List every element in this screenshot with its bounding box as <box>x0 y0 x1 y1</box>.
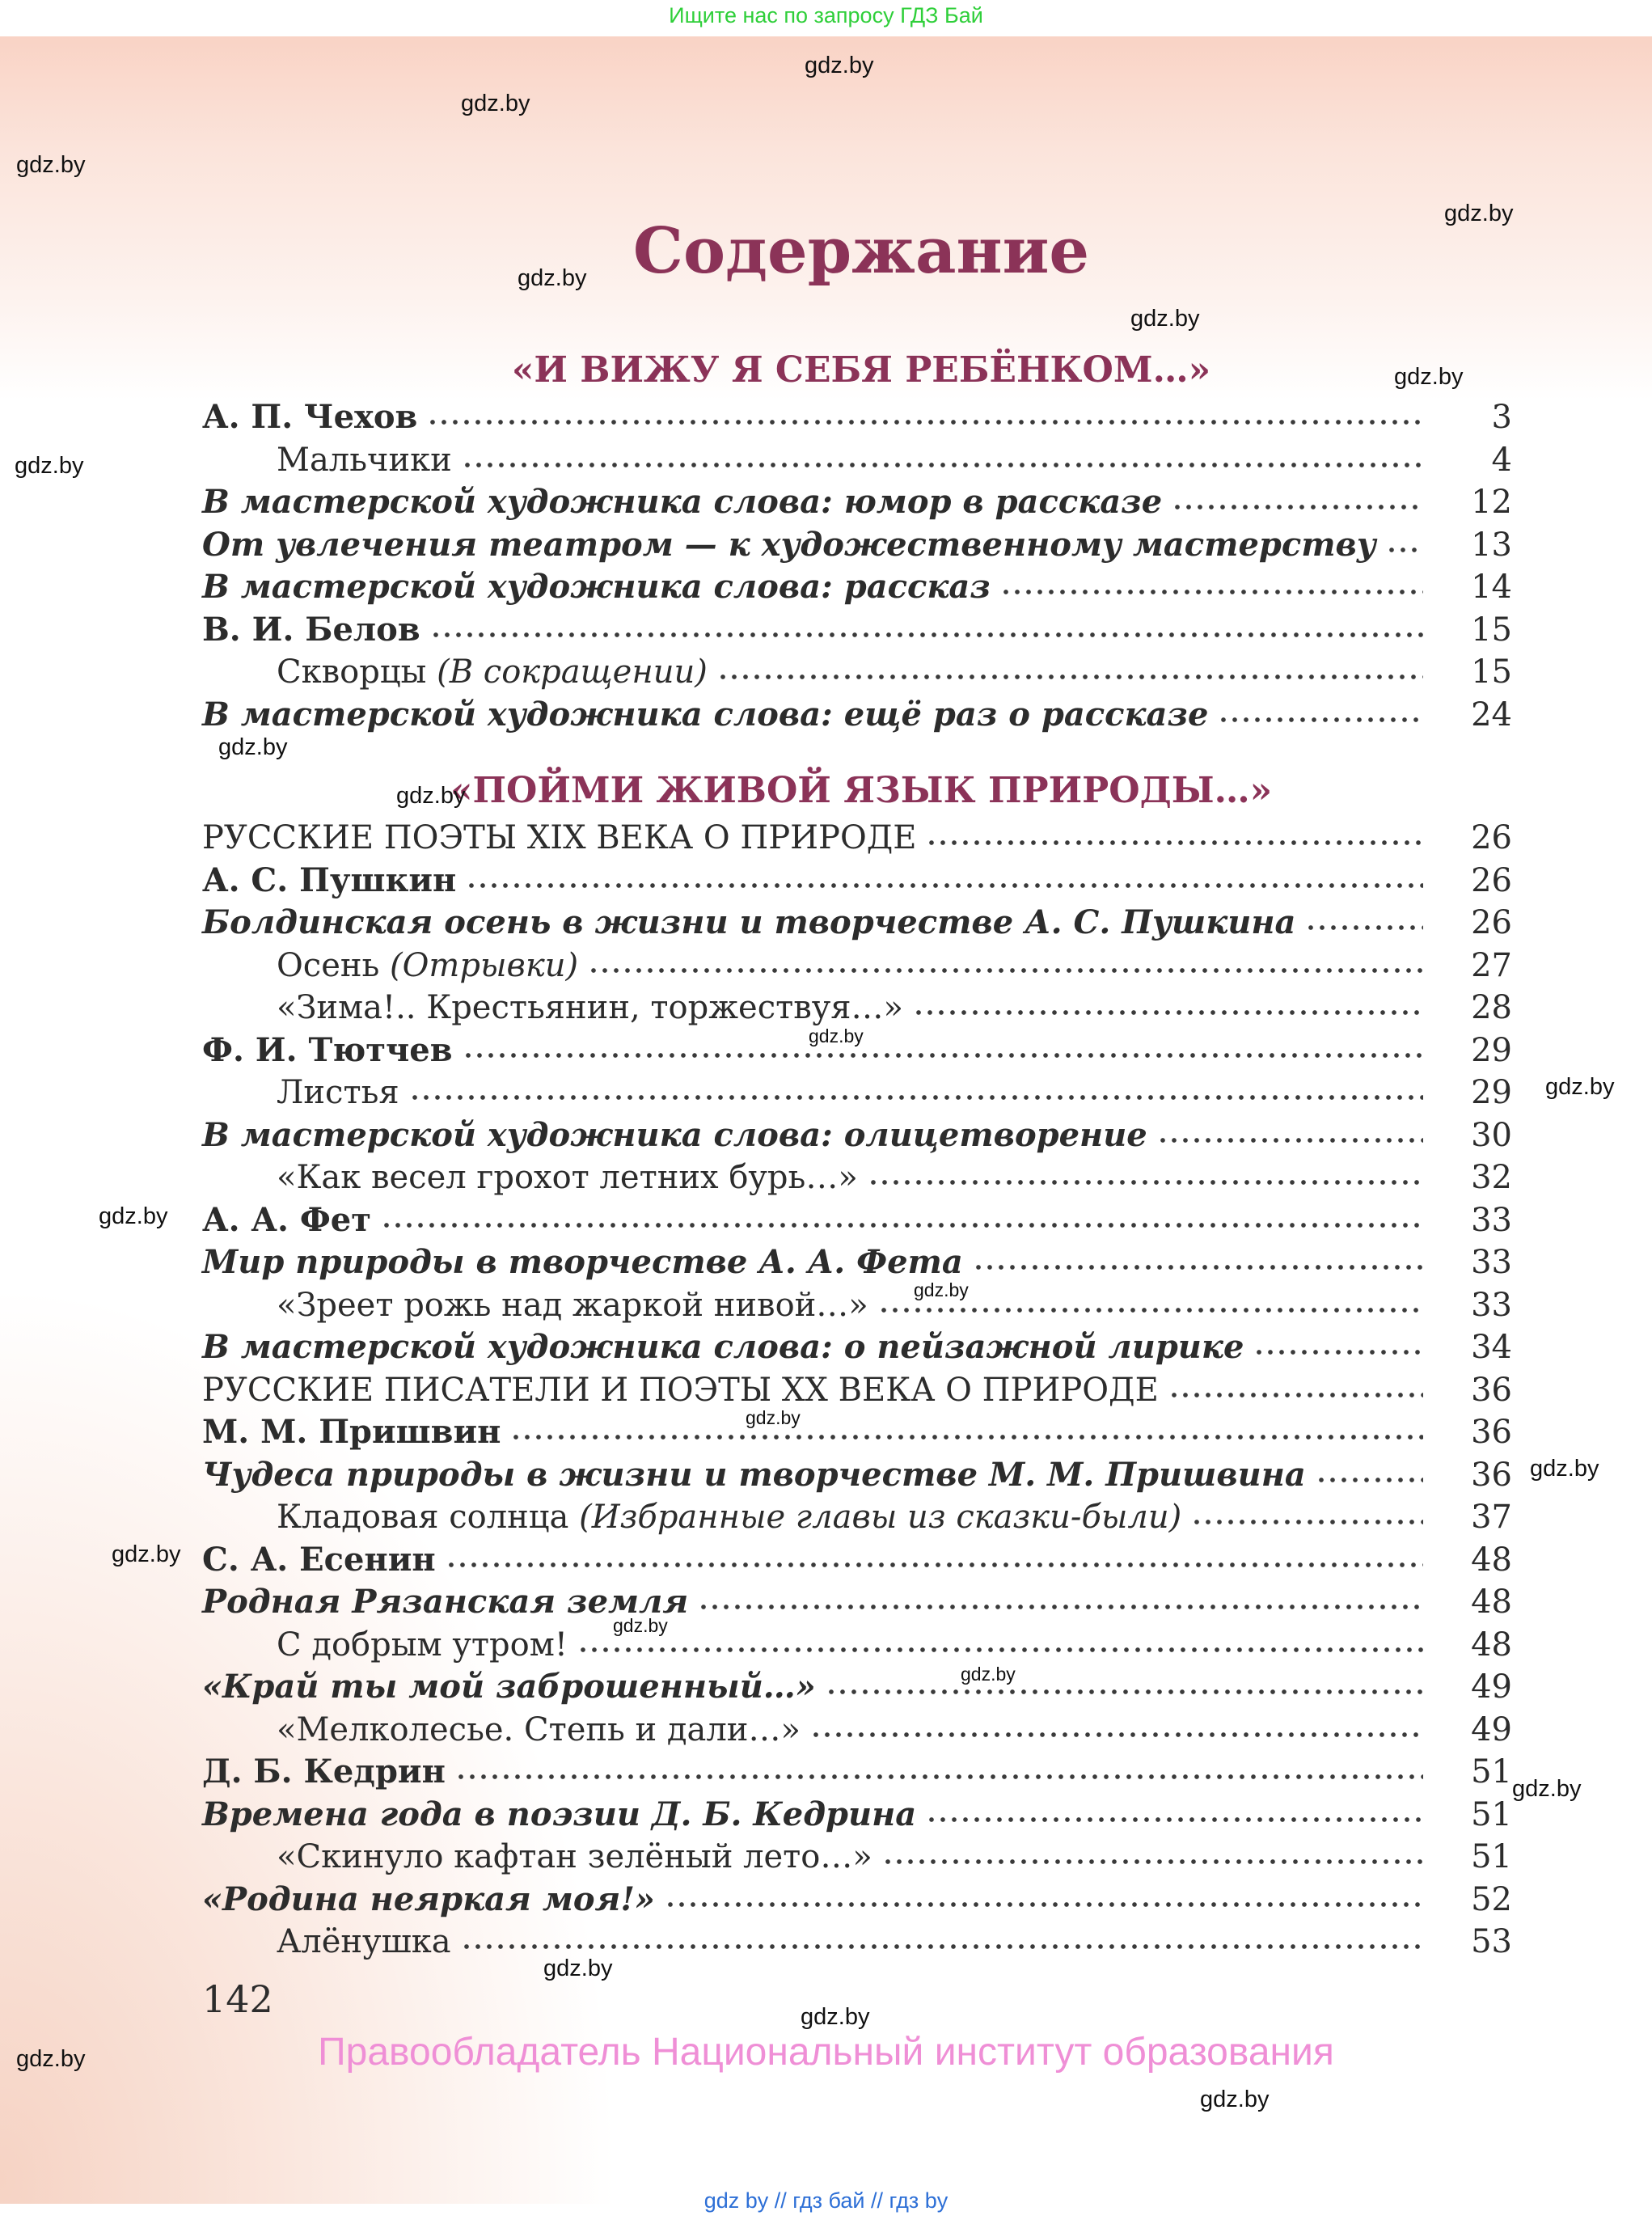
dot-leader <box>427 418 1423 426</box>
toc-entry <box>202 1114 1512 1156</box>
watermark: gdz.by <box>15 453 84 479</box>
dot-leader <box>430 631 1423 639</box>
toc-entry-subtitle: (Избранные главы из сказки-были) <box>579 1499 1182 1536</box>
toc-entry-page: 28 <box>1471 989 1512 1026</box>
toc-entry-title <box>202 1411 501 1453</box>
watermark: gdz.by <box>543 1956 613 1981</box>
toc-entry-title <box>202 1496 1181 1538</box>
toc-entry-title <box>202 481 1162 523</box>
toc-entry-label: РУССКИЕ ПОЭТЫ XIX ВЕКА О ПРИРОДЕ <box>202 819 917 856</box>
watermark: gdz.by <box>112 1541 181 1567</box>
toc-entry-page: 26 <box>1471 904 1512 941</box>
toc-entry <box>202 817 1512 859</box>
toc-entry-label: Д. Б. Кедрин <box>202 1753 446 1791</box>
toc-entry <box>202 1921 1512 1963</box>
dot-leader <box>698 1603 1423 1611</box>
dot-leader <box>455 1773 1423 1781</box>
dot-leader <box>409 1093 1423 1101</box>
toc-entry-title <box>202 1369 1159 1411</box>
watermark: gdz.by <box>1200 2087 1270 2112</box>
toc-entry <box>202 1666 1512 1708</box>
toc-entry-title <box>202 1794 916 1836</box>
toc-entry <box>202 609 1512 651</box>
toc-entry <box>202 1241 1512 1283</box>
toc-entry-title <box>202 524 1376 566</box>
toc-entry-label: С добрым утром! <box>277 1626 568 1664</box>
toc-entry <box>202 1539 1512 1581</box>
toc-entry <box>202 1624 1512 1666</box>
toc-entry-subtitle: (В сокращении) <box>437 653 708 691</box>
toc-entry-page: 36 <box>1471 1371 1512 1409</box>
toc-entry <box>202 481 1512 523</box>
toc-entry-label: «Как весел грохот летних бурь…» <box>277 1159 858 1196</box>
dot-leader <box>1253 1348 1423 1356</box>
watermark: gdz.by <box>1530 1456 1599 1482</box>
toc-entry <box>202 945 1512 987</box>
toc-entry-page: 49 <box>1471 1710 1512 1748</box>
toc-entry-page: 48 <box>1471 1541 1512 1579</box>
toc-entry <box>202 1581 1512 1623</box>
watermark: gdz.by <box>746 1407 801 1428</box>
toc-entry-title <box>202 1241 963 1283</box>
toc-entry <box>202 524 1512 566</box>
section-heading-1: «И ВИЖУ Я СЕБЯ РЕБЁНКОМ…» <box>511 349 1211 391</box>
dot-leader <box>1316 1476 1423 1484</box>
toc-entry-label: А. П. Чехов <box>202 398 418 436</box>
toc-entry-label: «Зреет рожь над жаркой нивой…» <box>277 1286 868 1324</box>
toc-entry <box>202 902 1512 944</box>
toc-entry-page: 33 <box>1471 1244 1512 1281</box>
dot-leader <box>717 673 1423 681</box>
toc-entry <box>202 1709 1512 1751</box>
dot-leader <box>1157 1136 1423 1144</box>
toc-entry-page: 32 <box>1471 1159 1512 1196</box>
watermark: gdz.by <box>914 1279 969 1300</box>
toc-entry-title <box>202 1836 872 1878</box>
toc-entry <box>202 1879 1512 1921</box>
toc-entry-label: В. И. Белов <box>202 610 420 649</box>
toc-entry <box>202 694 1512 736</box>
toc-entry-page: 15 <box>1471 653 1512 691</box>
toc-entry-title <box>202 1199 371 1241</box>
toc-entry-title <box>202 694 1208 736</box>
watermark: gdz.by <box>1444 201 1514 226</box>
bottom-banner: gdz by // гдз бай // гдз by <box>703 2188 949 2213</box>
dot-leader <box>510 1433 1423 1441</box>
toc-entry-title <box>202 1709 801 1751</box>
toc-entry <box>202 1751 1512 1793</box>
toc-entry-page: 51 <box>1471 1753 1512 1791</box>
toc-entry-page: 48 <box>1471 1626 1512 1664</box>
toc-entry-label: «Край ты мой заброшенный…» <box>202 1668 816 1706</box>
watermark: gdz.by <box>1545 1074 1615 1100</box>
page-number: 142 <box>202 1977 273 2021</box>
toc-entry-label: В мастерской художника слова: о пейзажной лирике <box>202 1328 1244 1366</box>
toc-entry-page: 49 <box>1471 1668 1512 1706</box>
toc-entry <box>202 651 1512 693</box>
toc-entry <box>202 987 1512 1029</box>
toc-entry-page: 52 <box>1471 1880 1512 1918</box>
toc-entry-page: 26 <box>1471 819 1512 856</box>
toc-entry-page: 48 <box>1471 1583 1512 1621</box>
dot-leader <box>446 1561 1423 1569</box>
dot-leader <box>973 1263 1423 1271</box>
toc-entry-title <box>202 1454 1306 1496</box>
dot-leader <box>1000 588 1423 596</box>
watermark: gdz.by <box>99 1203 168 1229</box>
toc-entry-label: Родная Рязанская земля <box>202 1583 689 1621</box>
toc-entry-title <box>202 439 452 481</box>
toc-entry <box>202 1326 1512 1368</box>
dot-leader <box>810 1731 1423 1739</box>
page-title: Содержание <box>632 214 1090 288</box>
dot-leader <box>1305 924 1423 932</box>
toc-entry-label: В мастерской художника слова: юмор в рассказе <box>202 483 1163 521</box>
toc-entry-title <box>202 1539 436 1581</box>
toc-entry <box>202 1794 1512 1836</box>
dot-leader <box>913 1008 1423 1017</box>
toc-entry-title <box>202 1921 451 1963</box>
toc-entry-label: «Родина неяркая моя!» <box>202 1879 655 1918</box>
toc-entry-page: 3 <box>1491 399 1512 436</box>
toc-entry-label: Чудеса природы в жизни и творчестве М. М. Пришвина <box>202 1455 1306 1494</box>
toc-entry-label: Листья <box>277 1074 399 1111</box>
dot-leader <box>926 1816 1423 1824</box>
dot-leader <box>826 1688 1423 1696</box>
toc-entry-label: В мастерской художника слова: олицетворение <box>202 1115 1147 1154</box>
toc-entry <box>202 439 1512 481</box>
toc-entry-page: 15 <box>1471 611 1512 649</box>
toc-entry-label: В мастерской художника слова: рассказ <box>202 568 991 606</box>
toc-entry-page: 36 <box>1471 1414 1512 1451</box>
dot-leader <box>1191 1518 1423 1526</box>
toc-entry-page: 4 <box>1491 441 1512 479</box>
toc-entry-label: А. С. Пушкин <box>202 860 457 899</box>
toc-entry <box>202 396 1512 438</box>
watermark: gdz.by <box>16 152 86 178</box>
toc-entry-subtitle: (Отрывки) <box>390 946 579 984</box>
toc-entry-title <box>202 1751 446 1793</box>
toc-entry-page: 34 <box>1471 1329 1512 1366</box>
watermark: gdz.by <box>461 91 530 116</box>
toc-entry-title <box>202 609 420 651</box>
dot-leader <box>1172 503 1423 511</box>
toc-entry <box>202 860 1512 902</box>
watermark: gdz.by <box>518 265 587 291</box>
dot-leader <box>1386 546 1423 554</box>
toc-entry <box>202 1156 1512 1199</box>
watermark: gdz.by <box>801 2004 870 2030</box>
toc-entry-title <box>202 1156 858 1199</box>
dot-leader <box>1168 1391 1423 1399</box>
toc-entry-label: В мастерской художника слова: ещё раз о рассказе <box>202 695 1209 734</box>
toc-entry-title <box>202 987 903 1029</box>
toc-entry-title <box>202 902 1295 944</box>
toc-entry-page: 33 <box>1471 1201 1512 1239</box>
toc-entry-page: 53 <box>1471 1923 1512 1960</box>
watermark: gdz.by <box>396 783 466 809</box>
watermark: gdz.by <box>16 2046 86 2072</box>
watermark: gdz.by <box>218 734 288 760</box>
toc-entry-page: 27 <box>1471 946 1512 984</box>
toc-entry-label: М. М. Пришвин <box>202 1413 501 1451</box>
toc-entry-label: Алёнушка <box>277 1923 451 1960</box>
dot-leader <box>462 461 1423 469</box>
toc-entry-page: 29 <box>1471 1074 1512 1111</box>
toc-entry <box>202 566 1512 608</box>
toc-entry-label: Мир природы в творчестве А. А. Фета <box>202 1243 963 1281</box>
dot-leader <box>1218 716 1423 724</box>
toc-entry-title <box>202 1072 399 1114</box>
toc-entry-title <box>202 1114 1147 1156</box>
dot-leader <box>577 1646 1423 1654</box>
toc-entry-title <box>202 860 456 902</box>
dot-leader <box>878 1306 1423 1314</box>
dot-leader <box>466 882 1423 890</box>
toc-entry-label: «Скинуло кафтан зелёный лето…» <box>277 1838 872 1875</box>
toc-entry-label: Кладовая солнца <box>277 1499 569 1536</box>
toc-entry-page: 36 <box>1471 1456 1512 1494</box>
toc-entry-page: 13 <box>1471 526 1512 564</box>
dot-leader <box>381 1221 1423 1229</box>
dot-leader <box>868 1178 1423 1186</box>
toc-entry-label: «Зима!.. Крестьянин, торжествуя…» <box>277 989 903 1026</box>
toc-entry <box>202 1496 1512 1538</box>
toc-entry-title <box>202 1284 868 1326</box>
toc-entry-page: 30 <box>1471 1116 1512 1154</box>
toc-entry-label: Осень <box>277 946 380 984</box>
watermark: gdz.by <box>805 53 874 78</box>
dot-leader <box>461 1943 1423 1951</box>
watermark: gdz.by <box>1130 306 1200 332</box>
toc-entry-label: Скворцы <box>277 653 427 691</box>
toc-entry <box>202 1072 1512 1114</box>
toc-entry <box>202 1411 1512 1453</box>
toc-entry-title <box>202 945 578 987</box>
dot-leader <box>882 1858 1423 1866</box>
dot-leader <box>588 966 1423 975</box>
toc-entry-label: Болдинская осень в жизни и творчестве А. С. Пушкина <box>202 903 1296 941</box>
toc-entry-page: 51 <box>1471 1838 1512 1875</box>
toc-entry <box>202 1199 1512 1241</box>
toc-entry-page: 24 <box>1471 696 1512 734</box>
toc-entry-page: 12 <box>1471 484 1512 521</box>
dot-leader <box>926 839 1423 847</box>
section-heading-2: «ПОЙМИ ЖИВОЙ ЯЗЫК ПРИРОДЫ…» <box>450 770 1273 811</box>
toc-entry-label: Ф. И. Тютчев <box>202 1030 453 1069</box>
toc-entry-label: Времена года в поэзии Д. Б. Кедрина <box>202 1795 917 1833</box>
toc-entry-label: «Мелколесье. Степь и дали…» <box>277 1710 801 1748</box>
toc-entry-label: Мальчики <box>277 441 452 479</box>
watermark: gdz.by <box>809 1025 864 1046</box>
watermark: gdz.by <box>961 1664 1016 1685</box>
toc-entry-label: РУССКИЕ ПИСАТЕЛИ И ПОЭТЫ XX ВЕКА О ПРИРОДЕ <box>202 1371 1159 1409</box>
toc-entry-title <box>202 566 991 608</box>
toc-entry-page: 29 <box>1471 1031 1512 1069</box>
watermark: gdz.by <box>1512 1776 1582 1802</box>
dot-leader <box>463 1051 1423 1059</box>
toc-entry-title <box>202 817 916 859</box>
toc-entry-title <box>202 1879 655 1921</box>
toc-entry-title <box>202 1326 1244 1368</box>
toc-entry-page: 51 <box>1471 1795 1512 1833</box>
rights-holder: Правообладатель Национальный институт образования <box>318 2031 1334 2074</box>
toc-entry-label: А. А. Фет <box>202 1200 372 1239</box>
top-banner: Ищите нас по запросу ГДЗ Бай <box>669 3 983 27</box>
toc-entry <box>202 1284 1512 1326</box>
watermark: gdz.by <box>1394 364 1464 390</box>
toc-entry-title <box>202 1624 568 1666</box>
toc-entry-label: С. А. Есенин <box>202 1540 436 1579</box>
toc-entry <box>202 1836 1512 1878</box>
toc-entry <box>202 1454 1512 1496</box>
toc-entry <box>202 1369 1512 1411</box>
toc-entry-page: 26 <box>1471 861 1512 899</box>
toc-entry-page: 37 <box>1471 1499 1512 1536</box>
toc-entry-label: От увлечения театром — к художественному мастерству <box>202 525 1376 564</box>
toc-entry-title <box>202 1666 816 1708</box>
toc-entry-title <box>202 651 708 693</box>
toc-entry-title <box>202 1030 453 1072</box>
toc-entry-page: 14 <box>1471 569 1512 606</box>
toc-entry-page: 33 <box>1471 1286 1512 1324</box>
dot-leader <box>665 1901 1423 1909</box>
watermark: gdz.by <box>613 1615 668 1636</box>
toc-entry-title <box>202 396 417 438</box>
